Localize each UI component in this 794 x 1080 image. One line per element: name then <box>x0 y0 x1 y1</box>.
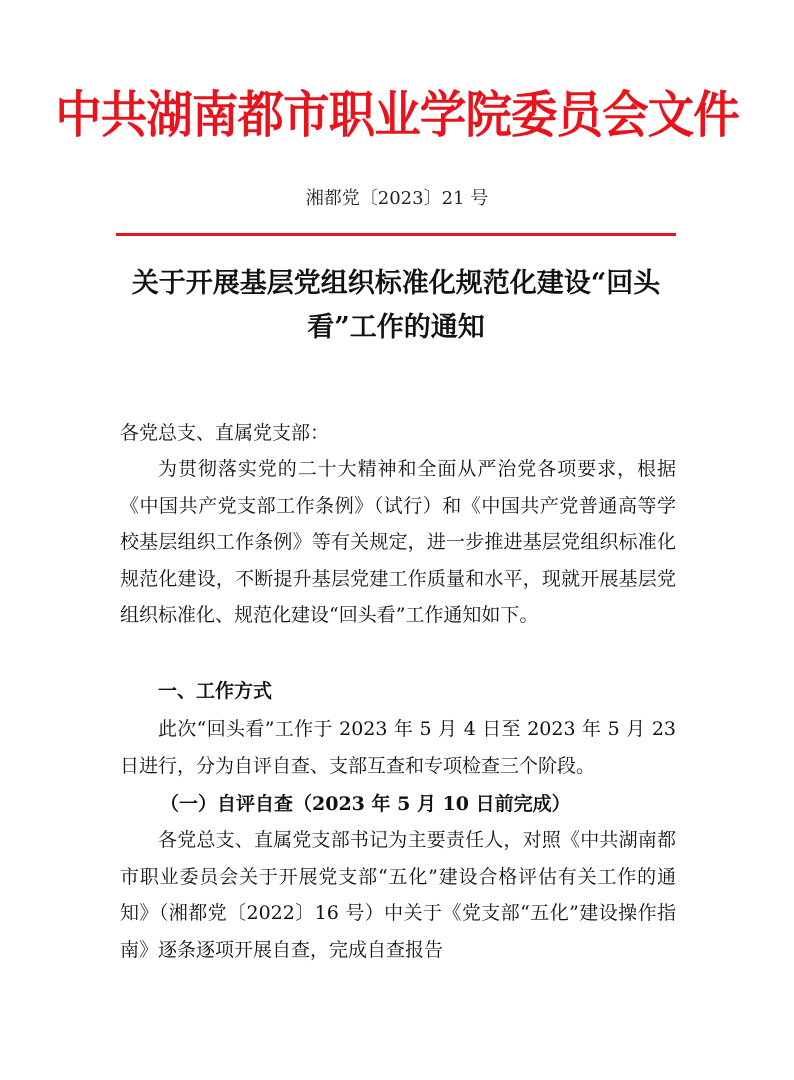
body-paragraph-3: 各党总支、直属党支部书记为主要责任人，对照《中共湖南都市职业委员会关于开展党支部“五化”建设合格评估有关工作的通知》（湘都党〔2022〕16 号）中关于《党支部“五化”建设操作指南》逐条逐项开展自查，完成自查报告 <box>120 829 676 961</box>
document-number: 湘都党〔2023〕21 号 <box>305 188 489 209</box>
red-divider-line <box>116 233 676 236</box>
section-heading-work-method: 一、工作方式 <box>158 680 273 702</box>
red-header-title: 中共湖南都市职业学院委员会文件 <box>55 86 739 144</box>
body-paragraph-2: 此次“回头看”工作于 2023 年 5 月 4 日至 2023 年 5 月 23 日进行，分为自评自查、支部互查和专项检查三个阶段。 <box>120 718 676 777</box>
salutation: 各党总支、直属党支部： <box>120 422 330 444</box>
subsection-heading-self-check: （一）自评自查（2023 年 5 月 10 日前完成） <box>160 793 571 815</box>
document-title: 关于开展基层党组织标准化规范化建设“回头看”工作的通知 <box>131 268 661 343</box>
body-paragraph-1: 为贯彻落实党的二十大精神和全面从严治党各项要求，根据《中国共产党支部工作条例》（试行）和《中国共产党普通高等学校基层组织工作条例》等有关规定，进一步推进基层党组织标准化规范化建设，不断提升基层党建工作质量和水平，现就开展基层党组织标准化、规范化建设“回头看”工作通知如下。 <box>120 458 676 626</box>
